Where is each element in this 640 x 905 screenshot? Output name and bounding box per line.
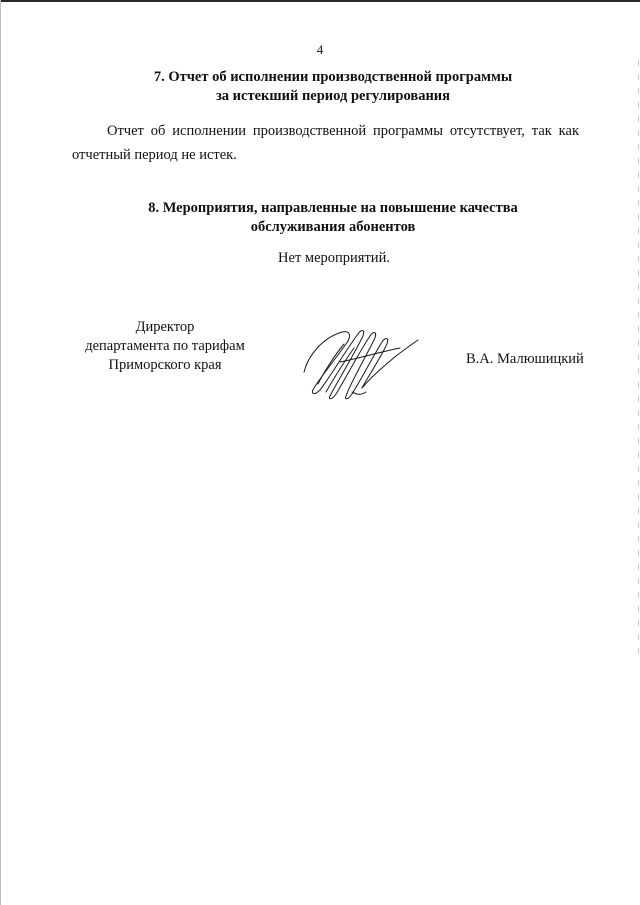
section-8-title: [60, 199, 606, 237]
signatory-position-line-2: департамента по тарифам: [85, 338, 245, 354]
section-8-title-line-1: 8. Мероприятия, направленные на повышение качества: [148, 200, 518, 216]
section-7-title-line-1: 7. Отчет об исполнении производственной программы: [153, 69, 513, 85]
section-7-title: [60, 68, 606, 106]
signatory-position-line-1: Директор: [135, 319, 195, 335]
section-8-text: Нет мероприятий.: [278, 250, 390, 266]
section-8-title-line-2: обслуживания абонентов: [250, 219, 416, 235]
section-7-paragraph-line-1: Отчет об исполнении производственной программы отсутствует, так как: [107, 123, 579, 139]
signatory-position: [60, 318, 270, 375]
section-7-paragraph-line-2: отчетный период не истек.: [72, 147, 237, 163]
handwritten-signature: [300, 322, 420, 402]
scan-edge-top: [0, 0, 640, 2]
page-number: 4: [316, 42, 324, 57]
signatory-name: В.А. Малюшицкий: [466, 351, 584, 367]
signatory-position-line-3: Приморского края: [108, 357, 222, 373]
section-7-title-line-2: за истекший период регулирования: [215, 88, 451, 104]
scan-edge-right: [638, 60, 639, 660]
scan-edge-left: [0, 0, 1, 905]
